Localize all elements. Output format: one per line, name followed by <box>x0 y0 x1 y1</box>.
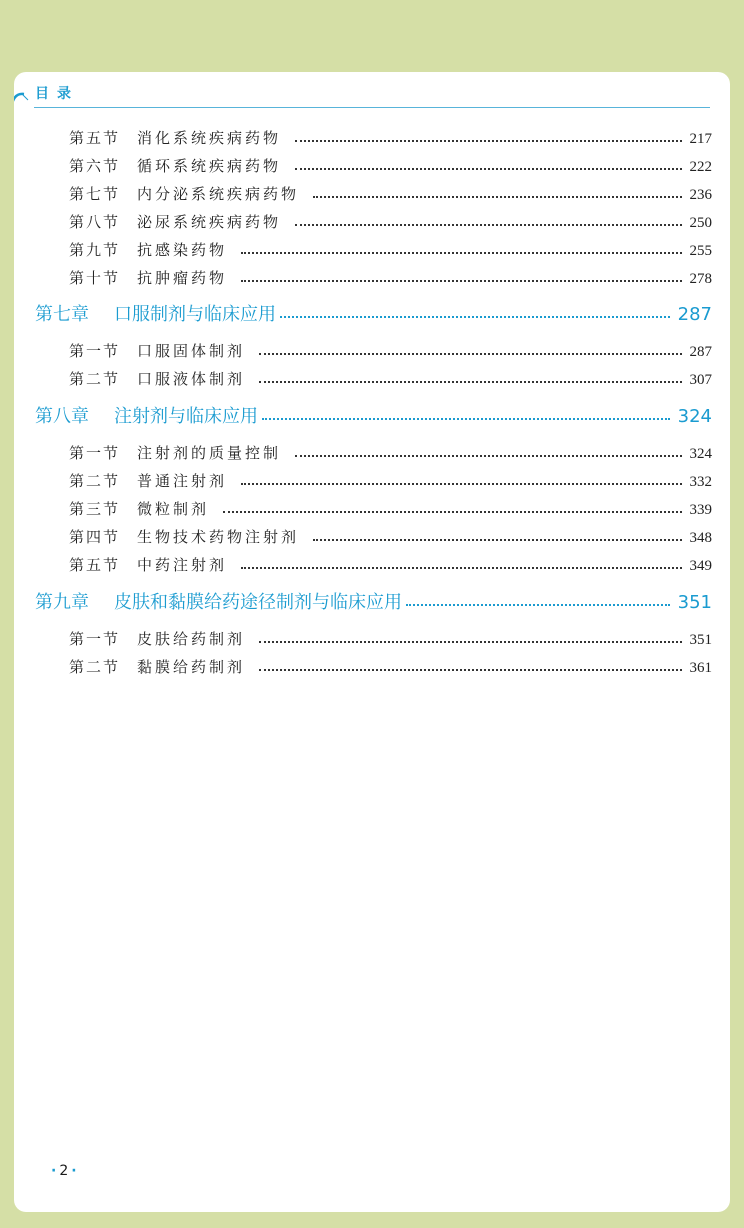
entry-number: 第五节 <box>69 556 121 574</box>
entry-title: 口服液体制剂 <box>137 370 246 388</box>
running-header <box>14 72 730 112</box>
entry-title: 普通注射剂 <box>137 472 228 490</box>
toc-section-entry[interactable] <box>14 627 730 651</box>
toc-section-entry[interactable] <box>14 182 730 206</box>
leader-dots <box>295 224 681 226</box>
swoosh-icon <box>14 91 30 103</box>
entry-page-number: 250 <box>689 215 712 231</box>
entry-page-number: 222 <box>689 159 712 175</box>
entry-number: 第五节 <box>69 129 121 147</box>
leader-dots <box>241 252 681 254</box>
toc-section-entry[interactable] <box>14 525 730 549</box>
leader-dots <box>259 353 681 355</box>
entry-number: 第一节 <box>69 342 121 360</box>
entry-number: 第十节 <box>69 269 121 287</box>
toc-section-entry[interactable] <box>14 154 730 178</box>
entry-page-number: 324 <box>677 406 712 427</box>
entry-number: 第一节 <box>69 444 121 462</box>
leader-dots <box>295 168 681 170</box>
entry-page-number: 287 <box>677 304 712 325</box>
toc-section-entry[interactable] <box>14 367 730 391</box>
leader-dots <box>295 455 681 457</box>
entry-page-number: 255 <box>689 243 712 259</box>
entry-title: 循环系统疾病药物 <box>137 157 282 175</box>
entry-number: 第三节 <box>69 500 121 518</box>
header-rule <box>34 107 710 108</box>
entry-page-number: 348 <box>689 530 712 546</box>
entry-page-number: 324 <box>689 446 712 462</box>
entry-page-number: 332 <box>689 474 712 490</box>
entry-number: 第七节 <box>69 185 121 203</box>
entry-number: 第一节 <box>69 630 121 648</box>
toc-section-entry[interactable] <box>14 339 730 363</box>
leader-dots <box>313 196 681 198</box>
toc-section-entry[interactable] <box>14 238 730 262</box>
entry-title: 微粒制剂 <box>137 500 210 518</box>
leader-dots <box>241 567 681 569</box>
entry-title: 生物技术药物注射剂 <box>137 528 300 546</box>
toc-section-entry[interactable] <box>14 210 730 234</box>
entry-number: 第四节 <box>69 528 121 546</box>
entry-number: 第二节 <box>69 472 121 490</box>
toc-section-entry[interactable] <box>14 126 730 150</box>
entry-number: 第八章 <box>35 406 89 427</box>
leader-dots <box>241 483 681 485</box>
toc-section-entry[interactable] <box>14 497 730 521</box>
entry-title: 中药注射剂 <box>137 556 228 574</box>
entry-page-number: 217 <box>689 131 712 147</box>
toc-section-entry[interactable] <box>14 441 730 465</box>
toc-section-entry[interactable] <box>14 266 730 290</box>
toc-chapter-entry[interactable] <box>14 402 730 432</box>
toc-page <box>14 72 730 1212</box>
leader-dots <box>223 511 681 513</box>
header-title: 目录 <box>35 86 79 102</box>
entry-number: 第九节 <box>69 241 121 259</box>
entry-page-number: 361 <box>689 660 712 676</box>
entry-title: 黏膜给药制剂 <box>137 658 246 676</box>
entry-number: 第九章 <box>35 592 89 613</box>
leader-dots <box>259 669 681 671</box>
entry-title: 皮肤给药制剂 <box>137 630 246 648</box>
entry-title: 注射剂的质量控制 <box>137 444 282 462</box>
leader-dots <box>406 604 670 606</box>
toc-chapter-entry[interactable] <box>14 300 730 330</box>
entry-page-number: 287 <box>689 344 712 360</box>
folio-dot-icon: · <box>71 1163 77 1179</box>
entry-title: 口服制剂与临床应用 <box>114 304 276 325</box>
entry-title: 抗肿瘤药物 <box>137 269 228 287</box>
leader-dots <box>295 140 681 142</box>
entry-page-number: 278 <box>689 271 712 287</box>
entry-title: 泌尿系统疾病药物 <box>137 213 282 231</box>
entry-number: 第八节 <box>69 213 121 231</box>
leader-dots <box>280 316 670 318</box>
toc-section-entry[interactable] <box>14 655 730 679</box>
entry-number: 第六节 <box>69 157 121 175</box>
leader-dots <box>259 381 681 383</box>
entry-number: 第七章 <box>35 304 89 325</box>
entry-title: 注射剂与临床应用 <box>114 406 258 427</box>
toc-chapter-entry[interactable] <box>14 588 730 618</box>
entry-title: 抗感染药物 <box>137 241 228 259</box>
entry-page-number: 339 <box>689 502 712 518</box>
entry-title: 皮肤和黏膜给药途径制剂与临床应用 <box>114 592 402 613</box>
page-number <box>48 1162 80 1180</box>
entry-page-number: 307 <box>689 372 712 388</box>
entry-page-number: 349 <box>689 558 712 574</box>
page-number-value: 2 <box>59 1163 69 1179</box>
entry-page-number: 351 <box>689 632 712 648</box>
leader-dots <box>241 280 681 282</box>
folio-dot-icon: · <box>51 1163 57 1179</box>
entry-number: 第二节 <box>69 370 121 388</box>
toc-section-entry[interactable] <box>14 553 730 577</box>
entry-title: 口服固体制剂 <box>137 342 246 360</box>
entry-page-number: 351 <box>677 592 712 613</box>
toc-section-entry[interactable] <box>14 469 730 493</box>
leader-dots <box>313 539 681 541</box>
leader-dots <box>262 418 670 420</box>
entry-page-number: 236 <box>689 187 712 203</box>
entry-title: 消化系统疾病药物 <box>137 129 282 147</box>
entry-number: 第二节 <box>69 658 121 676</box>
entry-title: 内分泌系统疾病药物 <box>137 185 300 203</box>
leader-dots <box>259 641 681 643</box>
